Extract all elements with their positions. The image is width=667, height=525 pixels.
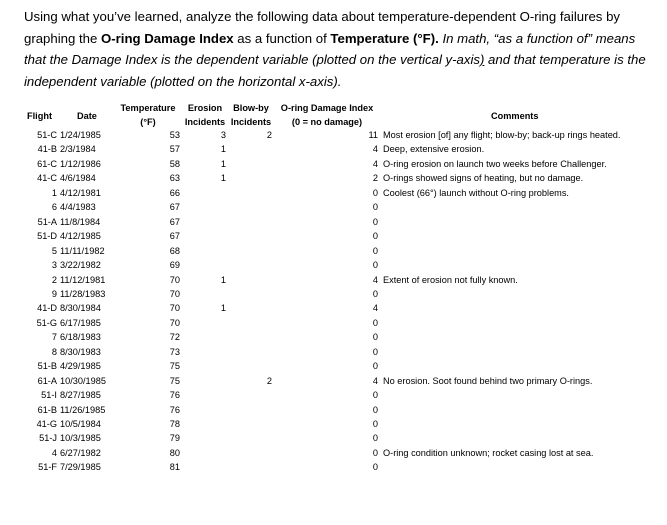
- cell-temp: 67: [169, 216, 180, 227]
- cell-temp: 53: [169, 130, 180, 140]
- cell-flight: 7: [51, 332, 57, 343]
- cell-temp: 70: [169, 274, 180, 285]
- cell-date: 8/27/1985: [60, 390, 101, 401]
- cell-date: 11/8/1984: [60, 216, 101, 227]
- cell-damage: 4: [372, 303, 378, 314]
- cell-damage: 0: [372, 447, 378, 458]
- cell-temp: 78: [169, 419, 180, 429]
- math-explanation-paren: ): [479, 52, 485, 67]
- cell-damage: 0: [372, 404, 378, 415]
- cell-flight: 8: [51, 346, 57, 357]
- cell-flight: 2: [51, 274, 57, 285]
- cell-damage: 0: [372, 433, 378, 444]
- cell-date: 4/29/1985: [60, 361, 101, 372]
- cell-temp: 70: [169, 317, 180, 328]
- cell-temp: 57: [169, 144, 180, 155]
- cell-date: 11/11/1982: [60, 245, 105, 256]
- cell-date: 6/17/1985: [60, 317, 101, 328]
- cell-date: 7/29/1985: [60, 462, 101, 473]
- cell-date: 3/22/1982: [60, 260, 101, 271]
- cell-damage: 0: [372, 260, 378, 271]
- cell-flight: 5: [51, 245, 57, 256]
- cell-erosion: 1: [220, 158, 226, 169]
- cell-date: 10/3/1985: [60, 433, 101, 444]
- cell-temp: 76: [169, 390, 180, 401]
- cell-temp: 73: [169, 346, 180, 357]
- cell-temp: 79: [169, 433, 180, 444]
- cell-date: 4/12/1981: [60, 187, 101, 198]
- cell-flight: 51-G: [36, 317, 57, 328]
- cell-date: 1/12/1986: [60, 158, 101, 169]
- cell-flight: 41-C: [37, 173, 57, 184]
- cell-flight: 41-D: [37, 303, 57, 314]
- cell-flight: 6: [51, 202, 57, 213]
- cell-damage: 0: [372, 346, 378, 357]
- cell-date: 2/3/1984: [60, 144, 96, 155]
- cell-date: 8/30/1984: [60, 303, 101, 314]
- cell-flight: 61-C: [37, 158, 57, 169]
- cell-damage: 0: [372, 361, 378, 372]
- cell-date: 10/5/1984: [60, 419, 101, 429]
- cell-erosion: 1: [220, 144, 226, 155]
- cell-flight: 61-A: [37, 375, 57, 386]
- cell-damage: 0: [372, 317, 378, 328]
- cell-date: 4/12/1985: [60, 231, 101, 242]
- cell-erosion: 1: [220, 274, 226, 285]
- cell-comment: No erosion. Soot found behind two primary O-rings.: [383, 375, 593, 386]
- math-explanation-2: and that temperature is the independent variable (plotted on the horizontal x-axis).: [24, 52, 646, 89]
- header-erosion: Erosion: [187, 103, 223, 113]
- cell-flight: 9: [51, 288, 57, 299]
- header-blowby: Blow-by: [233, 103, 269, 113]
- cell-comment: Extent of erosion not fully known.: [383, 274, 518, 285]
- cell-temp: 69: [169, 260, 180, 271]
- cell-damage: 4: [372, 274, 378, 285]
- cell-flight: 4: [51, 447, 57, 458]
- cell-flight: 51-F: [38, 462, 57, 473]
- cell-damage: 0: [372, 187, 378, 198]
- cell-damage: 0: [372, 231, 378, 242]
- cell-blowby: 2: [266, 130, 272, 140]
- cell-damage: 0: [372, 245, 378, 256]
- temperature-emphasis: Temperature (°F).: [330, 30, 439, 46]
- cell-comment: O-ring erosion on launch two weeks before Challenger.: [383, 158, 607, 169]
- cell-flight: 51-D: [37, 231, 57, 242]
- cell-damage: 11: [368, 130, 378, 140]
- cell-temp: 70: [169, 303, 180, 314]
- cell-erosion: 3: [220, 130, 226, 140]
- cell-temp: 76: [169, 404, 180, 415]
- cell-date: 10/30/1985: [60, 375, 106, 386]
- cell-damage: 4: [372, 158, 378, 169]
- cell-damage: 0: [372, 462, 378, 473]
- cell-date: 8/30/1983: [60, 346, 101, 357]
- cell-temp: 72: [169, 332, 180, 343]
- cell-flight: 51-C: [37, 130, 57, 140]
- cell-temp: 75: [169, 361, 180, 372]
- cell-temp: 80: [169, 447, 180, 458]
- cell-comment: Deep, extensive erosion.: [383, 144, 485, 155]
- cell-damage: 0: [372, 216, 378, 227]
- cell-flight: 51-A: [37, 216, 57, 227]
- cell-temp: 75: [169, 375, 180, 386]
- header-erosion-incidents: Incidents: [184, 117, 226, 127]
- cell-date: 1/24/1985: [60, 130, 101, 140]
- cell-temp: 58: [169, 158, 180, 169]
- damage-index-emphasis: O-ring Damage Index: [101, 30, 234, 46]
- header-date: Date: [77, 111, 97, 121]
- cell-temp: 63: [169, 173, 180, 184]
- cell-date: 11/28/1983: [60, 288, 106, 299]
- cell-erosion: 1: [220, 173, 226, 184]
- cell-temp: 67: [169, 202, 180, 213]
- header-blowby-incidents: Incidents: [230, 117, 272, 127]
- header-comments: Comments: [491, 111, 539, 121]
- cell-temp: 68: [169, 245, 180, 256]
- cell-date: 11/12/1981: [60, 274, 106, 285]
- cell-flight: 61-B: [37, 404, 57, 415]
- cell-damage: 0: [372, 390, 378, 401]
- cell-flight: 41-G: [36, 419, 57, 429]
- cell-blowby: 2: [266, 375, 272, 386]
- cell-date: 4/6/1984: [60, 173, 96, 184]
- cell-damage: 4: [372, 375, 378, 386]
- cell-flight: 41-B: [37, 144, 57, 155]
- cell-date: 11/26/1985: [60, 404, 106, 415]
- cell-flight: 51-J: [39, 433, 57, 444]
- cell-temp: 81: [169, 462, 180, 473]
- cell-damage: 0: [372, 332, 378, 343]
- header-flight: Flight: [27, 111, 53, 121]
- cell-flight: 51-B: [37, 361, 57, 372]
- cell-comment: O-ring condition unknown; rocket casing lost at sea.: [383, 447, 594, 458]
- cell-damage: 0: [372, 288, 378, 299]
- cell-flight: 51-I: [41, 390, 57, 401]
- cell-comment: Most erosion [of] any flight; blow-by; back-up rings heated.: [383, 130, 621, 140]
- instructions-text-1: Using what you’ve learned, analyze the following data about temperature-dependent O-ring failures by graphing the: [24, 9, 620, 46]
- cell-erosion: 1: [220, 303, 226, 314]
- cell-date: 6/27/1982: [60, 447, 101, 458]
- instructions-text-2: as a function of: [233, 30, 331, 46]
- header-damage-index-note: (0 = no damage): [291, 117, 363, 127]
- cell-damage: 0: [372, 202, 378, 213]
- cell-date: 6/18/1983: [60, 332, 101, 343]
- cell-damage: 4: [372, 144, 378, 155]
- cell-flight: 1: [51, 187, 57, 198]
- cell-temp: 66: [169, 187, 180, 198]
- header-temperature: Temperature: [120, 103, 176, 113]
- cell-temp: 67: [169, 231, 180, 242]
- header-damage-index: O-ring Damage Index: [280, 103, 374, 113]
- cell-date: 4/4/1983: [60, 202, 96, 213]
- cell-comment: O-rings showed signs of heating, but no damage.: [383, 173, 584, 184]
- cell-damage: 2: [372, 173, 378, 184]
- cell-temp: 70: [169, 288, 180, 299]
- math-explanation-1: In math, “as a function of” means that the Damage Index is the dependent variable (plotted on the vertical y-axis: [24, 30, 636, 67]
- cell-flight: 3: [51, 260, 57, 271]
- cell-damage: 0: [372, 419, 378, 429]
- header-temperature-unit: (°F): [140, 117, 156, 127]
- cell-comment: Coolest (66°) launch without O-ring problems.: [383, 187, 569, 198]
